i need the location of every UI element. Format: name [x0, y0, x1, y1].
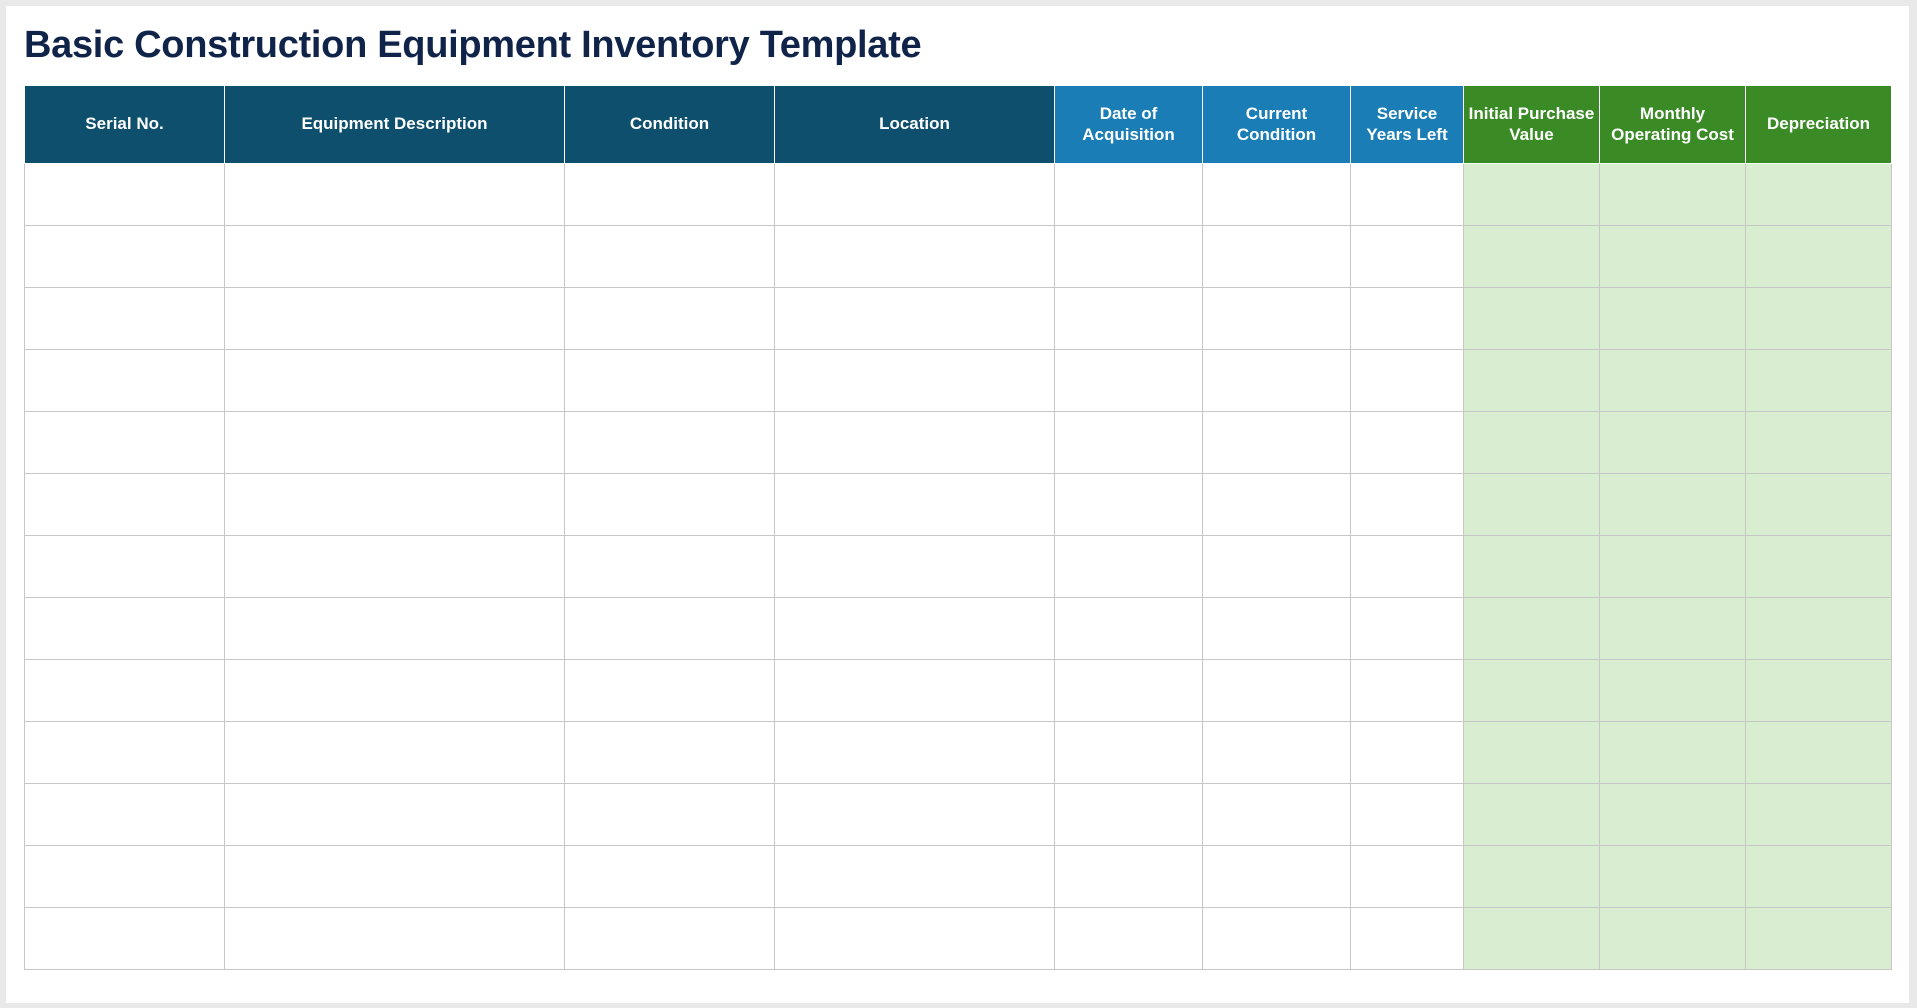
- table-cell[interactable]: [565, 846, 775, 908]
- table-cell[interactable]: [775, 350, 1055, 412]
- column-header-date-of-acquisition[interactable]: Date of Acquisition: [1055, 86, 1203, 164]
- table-cell[interactable]: [1464, 226, 1600, 288]
- column-header-condition[interactable]: Condition: [565, 86, 775, 164]
- table-cell[interactable]: [1600, 784, 1746, 846]
- table-cell[interactable]: [1055, 598, 1203, 660]
- table-row: [25, 164, 1892, 226]
- table-cell[interactable]: [225, 350, 565, 412]
- table-cell[interactable]: [1600, 226, 1746, 288]
- column-header-serial-no[interactable]: Serial No.: [25, 86, 225, 164]
- table-cell[interactable]: [775, 784, 1055, 846]
- table-cell[interactable]: [225, 846, 565, 908]
- table-cell[interactable]: [1055, 164, 1203, 226]
- table-cell[interactable]: [1351, 536, 1464, 598]
- header-row: [25, 86, 1892, 164]
- table-cell[interactable]: [1464, 164, 1600, 226]
- table-cell[interactable]: [565, 412, 775, 474]
- table-cell[interactable]: [1203, 412, 1351, 474]
- table-cell[interactable]: [25, 288, 225, 350]
- table-cell[interactable]: [1600, 660, 1746, 722]
- table-cell[interactable]: [1600, 412, 1746, 474]
- table-cell[interactable]: [1746, 536, 1892, 598]
- table-cell[interactable]: [775, 164, 1055, 226]
- table-cell[interactable]: [565, 164, 775, 226]
- table-cell[interactable]: [775, 908, 1055, 970]
- table-cell[interactable]: [1203, 846, 1351, 908]
- table-row: [25, 288, 1892, 350]
- table-cell[interactable]: [225, 784, 565, 846]
- table-cell[interactable]: [1351, 164, 1464, 226]
- column-header-location[interactable]: Location: [775, 86, 1055, 164]
- table-cell[interactable]: [25, 908, 225, 970]
- table-cell[interactable]: [1203, 164, 1351, 226]
- table-cell[interactable]: [1600, 536, 1746, 598]
- table-row: [25, 846, 1892, 908]
- table-cell[interactable]: [775, 536, 1055, 598]
- table-cell[interactable]: [1203, 784, 1351, 846]
- table-cell[interactable]: [1055, 474, 1203, 536]
- table-cell[interactable]: [775, 722, 1055, 784]
- table-cell[interactable]: [1464, 350, 1600, 412]
- table-cell[interactable]: [1746, 598, 1892, 660]
- table-cell[interactable]: [1464, 784, 1600, 846]
- table-cell[interactable]: [225, 536, 565, 598]
- table-cell[interactable]: [1055, 660, 1203, 722]
- table-cell[interactable]: [565, 350, 775, 412]
- table-cell[interactable]: [1746, 164, 1892, 226]
- table-cell[interactable]: [1055, 288, 1203, 350]
- table-cell[interactable]: [565, 784, 775, 846]
- table-cell[interactable]: [1055, 226, 1203, 288]
- table-row: [25, 908, 1892, 970]
- table-cell[interactable]: [1203, 474, 1351, 536]
- table-cell[interactable]: [1746, 784, 1892, 846]
- table-cell[interactable]: [1600, 350, 1746, 412]
- table-cell[interactable]: [775, 598, 1055, 660]
- table-cell[interactable]: [775, 474, 1055, 536]
- table-row: [25, 784, 1892, 846]
- column-header-service-years-left[interactable]: Service Years Left: [1351, 86, 1464, 164]
- table-cell[interactable]: [1746, 722, 1892, 784]
- table-cell[interactable]: [225, 412, 565, 474]
- table-cell[interactable]: [1055, 846, 1203, 908]
- column-header-depreciation[interactable]: Depreciation: [1746, 86, 1892, 164]
- table-row: [25, 598, 1892, 660]
- table-cell[interactable]: [1203, 350, 1351, 412]
- table-cell[interactable]: [1055, 722, 1203, 784]
- table-cell[interactable]: [1055, 536, 1203, 598]
- table-cell[interactable]: [1746, 908, 1892, 970]
- table-cell[interactable]: [1203, 660, 1351, 722]
- table-cell[interactable]: [565, 908, 775, 970]
- table-cell[interactable]: [1746, 474, 1892, 536]
- table-row: [25, 226, 1892, 288]
- column-header-equipment-description[interactable]: Equipment Description: [225, 86, 565, 164]
- table-cell[interactable]: [1600, 846, 1746, 908]
- table-cell[interactable]: [1746, 288, 1892, 350]
- table-row: [25, 350, 1892, 412]
- table-cell[interactable]: [1055, 784, 1203, 846]
- table-row: [25, 412, 1892, 474]
- table-cell[interactable]: [1351, 412, 1464, 474]
- table-cell[interactable]: [1464, 846, 1600, 908]
- table-cell[interactable]: [1464, 660, 1600, 722]
- table-cell[interactable]: [565, 474, 775, 536]
- table-cell[interactable]: [1600, 722, 1746, 784]
- table-cell[interactable]: [25, 226, 225, 288]
- table-container: [6, 67, 1909, 970]
- table-cell[interactable]: [1351, 288, 1464, 350]
- table-cell[interactable]: [1600, 908, 1746, 970]
- table-cell[interactable]: [1203, 288, 1351, 350]
- table-cell[interactable]: [1464, 474, 1600, 536]
- table-cell[interactable]: [1464, 536, 1600, 598]
- table-cell[interactable]: [25, 350, 225, 412]
- table-cell[interactable]: [565, 660, 775, 722]
- table-cell[interactable]: [1600, 164, 1746, 226]
- table-cell[interactable]: [1203, 226, 1351, 288]
- table-cell[interactable]: [25, 784, 225, 846]
- table-cell[interactable]: [1746, 226, 1892, 288]
- table-cell[interactable]: [1203, 536, 1351, 598]
- table-cell[interactable]: [1746, 412, 1892, 474]
- table-cell[interactable]: [775, 288, 1055, 350]
- table-cell[interactable]: [225, 660, 565, 722]
- column-header-initial-purchase-value[interactable]: Initial Purchase Value: [1464, 86, 1600, 164]
- table-cell[interactable]: [25, 846, 225, 908]
- table-cell[interactable]: [25, 598, 225, 660]
- table-cell[interactable]: [225, 598, 565, 660]
- table-cell[interactable]: [775, 412, 1055, 474]
- table-cell[interactable]: [1055, 908, 1203, 970]
- table-cell[interactable]: [1351, 722, 1464, 784]
- column-header-current-condition[interactable]: Current Condition: [1203, 86, 1351, 164]
- table-cell[interactable]: [1203, 598, 1351, 660]
- table-cell[interactable]: [565, 722, 775, 784]
- table-cell[interactable]: [565, 598, 775, 660]
- table-cell[interactable]: [1351, 784, 1464, 846]
- table-cell[interactable]: [25, 474, 225, 536]
- table-cell[interactable]: [225, 164, 565, 226]
- table-row: [25, 722, 1892, 784]
- table-cell[interactable]: [1351, 660, 1464, 722]
- table-cell[interactable]: [775, 660, 1055, 722]
- spreadsheet-page: [6, 6, 1909, 1003]
- table-cell[interactable]: [1203, 722, 1351, 784]
- table-row: [25, 474, 1892, 536]
- table-cell[interactable]: [25, 412, 225, 474]
- table-cell[interactable]: [1351, 598, 1464, 660]
- table-cell[interactable]: [1600, 474, 1746, 536]
- table-cell[interactable]: [1351, 350, 1464, 412]
- table-cell[interactable]: [1464, 412, 1600, 474]
- table-cell[interactable]: [1746, 660, 1892, 722]
- table-cell[interactable]: [225, 288, 565, 350]
- table-cell[interactable]: [1464, 598, 1600, 660]
- table-cell[interactable]: [25, 536, 225, 598]
- table-cell[interactable]: [1600, 288, 1746, 350]
- table-cell[interactable]: [225, 474, 565, 536]
- table-cell[interactable]: [225, 908, 565, 970]
- table-cell[interactable]: [225, 226, 565, 288]
- table-cell[interactable]: [1464, 908, 1600, 970]
- table-cell[interactable]: [25, 660, 225, 722]
- table-row: [25, 660, 1892, 722]
- table-cell[interactable]: [25, 164, 225, 226]
- table-cell[interactable]: [1055, 350, 1203, 412]
- table-cell[interactable]: [1351, 908, 1464, 970]
- table-row: [25, 536, 1892, 598]
- table-cell[interactable]: [1351, 226, 1464, 288]
- table-cell[interactable]: [565, 536, 775, 598]
- table-cell[interactable]: [775, 846, 1055, 908]
- table-cell[interactable]: [1746, 350, 1892, 412]
- page-title: Basic Construction Equipment Inventory Template: [24, 24, 922, 66]
- table-cell[interactable]: [565, 226, 775, 288]
- table-cell[interactable]: [225, 722, 565, 784]
- column-header-monthly-operating-cost[interactable]: Monthly Operating Cost: [1600, 86, 1746, 164]
- table-cell[interactable]: [25, 722, 225, 784]
- table-cell[interactable]: [1351, 846, 1464, 908]
- equipment-inventory-table: [24, 85, 1892, 970]
- table-cell[interactable]: [1746, 846, 1892, 908]
- table-cell[interactable]: [1464, 722, 1600, 784]
- table-header: [25, 86, 1892, 164]
- table-cell[interactable]: [1464, 288, 1600, 350]
- table-cell[interactable]: [1600, 598, 1746, 660]
- table-cell[interactable]: [565, 288, 775, 350]
- table-cell[interactable]: [1203, 908, 1351, 970]
- table-cell[interactable]: [1351, 474, 1464, 536]
- table-body: [25, 164, 1892, 970]
- table-cell[interactable]: [775, 226, 1055, 288]
- table-cell[interactable]: [1055, 412, 1203, 474]
